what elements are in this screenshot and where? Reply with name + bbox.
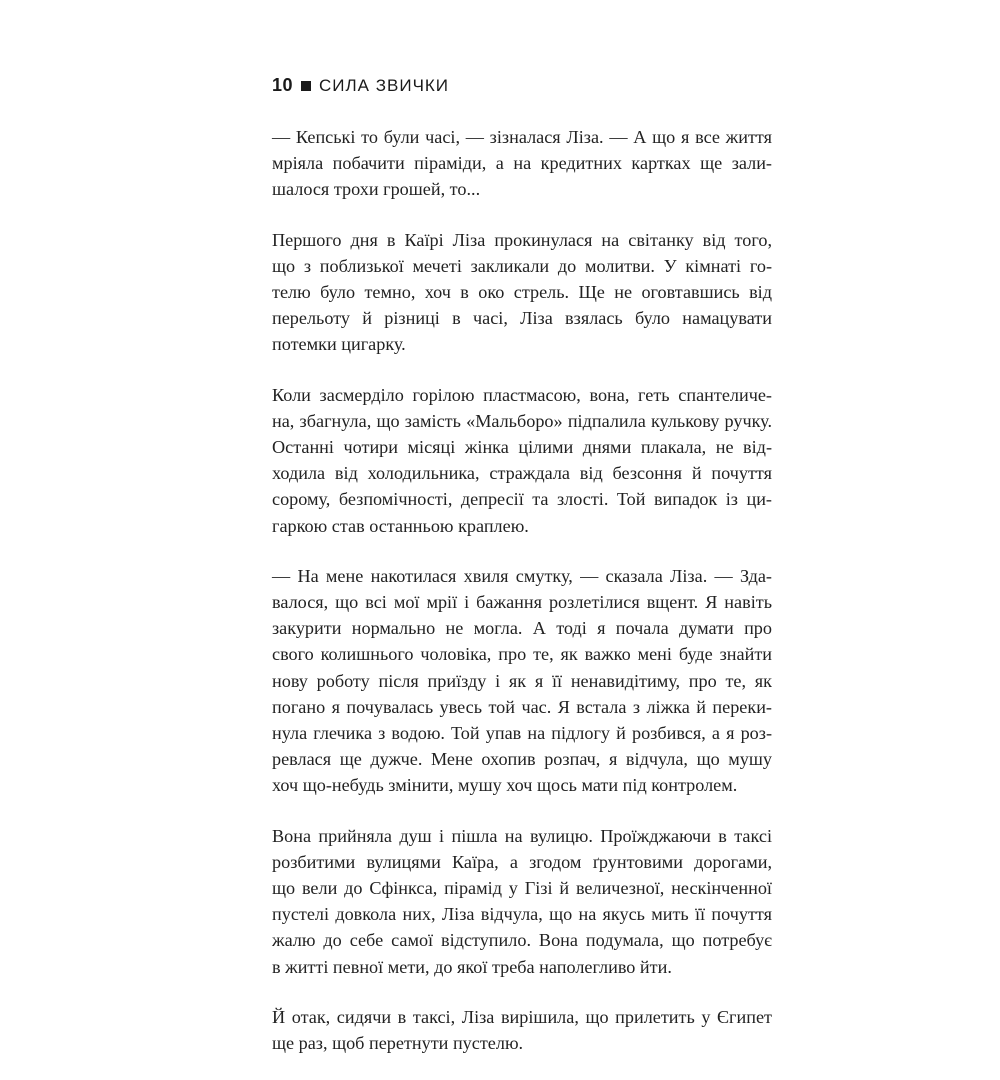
text-line: що з поблизької мечеті закликали до молитви. У кімнаті го-	[272, 255, 772, 276]
text-line: ревлася ще дужче. Мене охопив розпач, я відчула, що мушу	[272, 749, 772, 770]
text-line: закурити нормально не могла. А тоді я почала думати про	[272, 618, 772, 639]
text-line: Коли засмерділо горілою пластмасою, вона, геть спантеличе-	[272, 384, 772, 405]
text-line: пустелі довкола них, Ліза відчула, що на якусь мить її почуття	[272, 904, 772, 925]
text-line: ще раз, щоб перетнути пустелю.	[272, 1033, 524, 1054]
paragraph	[272, 382, 772, 539]
paragraph	[272, 227, 772, 358]
text-line: що вели до Сфінкса, пірамід у Гізі й величезної, нескінченної	[272, 878, 772, 899]
separator-square-icon	[301, 81, 311, 91]
page-number: 10	[272, 75, 294, 95]
text-line: погано я почувалась увесь той час. Я встала з ліжка й переки-	[272, 696, 772, 717]
text-line: розбитими вулицями Каїра, а згодом ґрунтовими дорогами,	[272, 851, 772, 872]
text-line: свого колишнього чоловіка, про те, як важко мені буде знайти	[272, 644, 772, 665]
running-head	[272, 75, 449, 96]
text-line: нула глечика з водою. Той упав на підлогу й розбився, а я роз-	[272, 723, 772, 744]
text-line: нову роботу після приїзду і як я її ненавидітиму, про те, як	[272, 670, 772, 691]
paragraph	[272, 823, 772, 980]
text-line: сорому, безпомічності, депресії та злості. Той випадок із ци-	[272, 489, 772, 510]
text-line: хоч що-небудь змінити, мушу хоч щось мати під контролем.	[272, 775, 738, 796]
text-line: валося, що всі мої мрії і бажання розлетілися вщент. Я навіть	[272, 592, 772, 613]
paragraph	[272, 1004, 772, 1056]
text-line: шалося трохи грошей, то...	[272, 179, 481, 200]
text-line: гаркою став останньою краплею.	[272, 515, 529, 536]
book-title: СИЛА ЗВИЧКИ	[319, 75, 450, 95]
text-line: Вона прийняла душ і пішла на вулицю. Проїжджаючи в таксі	[272, 825, 772, 846]
text-line: Й отак, сидячи в таксі, Ліза вирішила, що прилетить у Єгипет	[272, 1006, 772, 1027]
text-line: жалю до себе самої відступило. Вона подумала, що потребує	[272, 930, 772, 951]
text-line: телю було темно, хоч в око стрель. Ще не оговтавшись від	[272, 282, 772, 303]
body-text	[272, 124, 772, 1080]
text-line: Першого дня в Каїрі Ліза прокинулася на світанку від того,	[272, 229, 772, 250]
text-line: перельоту й різниці в часі, Ліза взялась було намацувати	[272, 308, 772, 329]
text-line: ходила від холодильника, страждала від безсоння й почуття	[272, 463, 772, 484]
text-line: — Кепські то були часі, — зізналася Ліза. — А що я все життя	[272, 127, 772, 147]
text-line: — На мене накотилася хвиля смутку, — сказала Ліза. — Зда-	[272, 565, 772, 586]
text-line: Останні чотири місяці жінка цілими днями плакала, не від-	[272, 437, 772, 458]
paragraph	[272, 563, 772, 799]
paragraph	[272, 124, 772, 203]
text-line: на, збагнула, що замість «Мальборо» підпалила кулькову ручку.	[272, 410, 772, 431]
text-line: в житті певної мети, до якої треба наполегливо йти.	[272, 956, 672, 977]
text-line: потемки цигарку.	[272, 334, 406, 355]
text-line: мріяла побачити піраміди, а на кредитних картках ще зали-	[272, 153, 772, 174]
